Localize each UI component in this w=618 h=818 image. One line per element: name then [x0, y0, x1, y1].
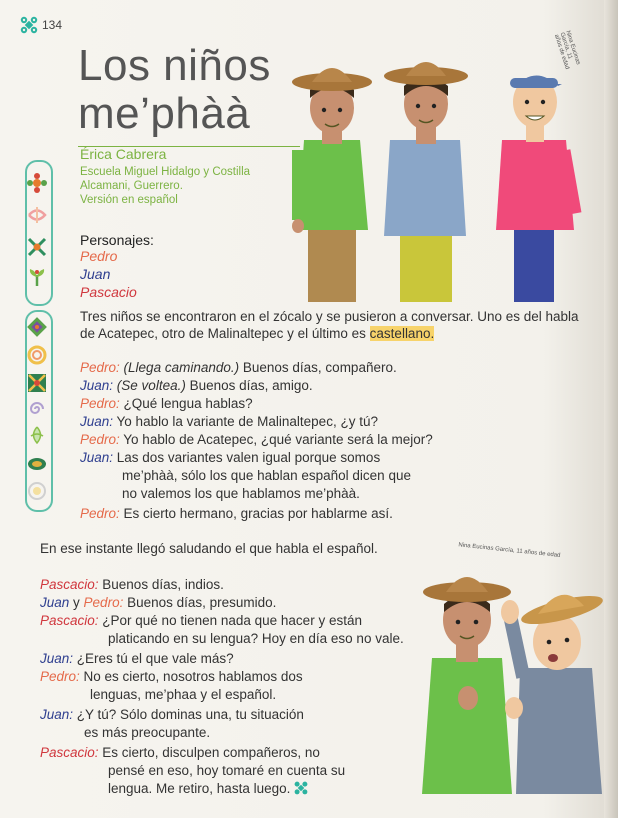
speaker-label: Juan: — [80, 378, 114, 393]
speaker-label: Pascacio: — [40, 577, 99, 592]
dialogue-line — [40, 744, 320, 762]
speaker-label: Pedro: — [80, 506, 120, 521]
dialogue-text: Yo hablo la variante de Malinaltepec, ¿y tú? — [113, 414, 378, 429]
speaker-label: Juan: — [40, 651, 74, 666]
title-line-2: me’phàà — [78, 89, 251, 138]
dialogue-continuation: pensé en eso, hoy tomaré en cuenta su — [108, 763, 346, 778]
spiral-glyph-icon — [26, 398, 48, 420]
knot-ornament-icon — [20, 16, 38, 34]
narration-paragraph — [80, 308, 580, 342]
speaker-label: Pedro: — [80, 360, 120, 375]
dialogue-text: Buenos días, presumido. — [123, 595, 277, 610]
dialogue-line — [80, 449, 380, 467]
dialogue-text: Yo hablo de Acatepec, ¿qué variante será la mejor? — [119, 432, 433, 447]
page-title — [78, 42, 271, 138]
turtle-glyph-icon — [26, 452, 48, 474]
end-knot-icon — [294, 781, 308, 795]
character-pedro: Pedro — [80, 248, 118, 264]
dialogue-continuation: es más preocupante. — [84, 725, 211, 740]
dialogue-continuation: no valemos los que hablamos me’phàà. — [122, 486, 360, 501]
boy-right-figure — [501, 590, 605, 794]
dialogue-line — [80, 505, 393, 523]
school-line-2: Alcamani, Guerrero. — [80, 180, 183, 192]
dialogue-text: Las dos variantes valen igual porque somos — [113, 450, 381, 465]
dialogue-continuation — [108, 780, 308, 798]
character-pascacio: Pascacio — [80, 284, 137, 300]
speaker-label: Pedro: — [40, 669, 80, 684]
dialogue-line — [80, 377, 313, 395]
cross-glyph-icon — [26, 236, 48, 258]
illustration-credit-bottom: Nina Eucinas García, 11 años de edad — [457, 542, 561, 559]
swirl-glyph-icon — [26, 204, 48, 226]
dialogue-line — [40, 594, 276, 612]
page-number: 134 — [42, 18, 63, 32]
sun-glyph-icon — [26, 480, 48, 502]
speaker-label: Pedro: — [83, 595, 124, 610]
dialogue-text: ¿Y tú? Sólo dominas una, tu situación — [73, 707, 304, 722]
illustration-credit-top: Nina Eucinas García, 11 años de edad — [552, 30, 581, 71]
dialogue-line — [80, 413, 378, 431]
dialogue-text: Buenos días, indios. — [98, 577, 224, 592]
narration-text: Tres niños se encontraron en el zócalo y se pusieron a conversar. Uno es del habla de Acatepec, otro de Malinaltepec y el último es — [80, 309, 579, 341]
dialogue-line — [40, 668, 303, 686]
leaf-glyph-icon — [26, 424, 48, 446]
dialogue-line — [80, 359, 397, 377]
conjunction: y — [69, 595, 84, 610]
square-cross-glyph-icon — [26, 372, 48, 394]
boy-pedro-figure — [292, 68, 372, 302]
dialogue-text: Es cierto hermano, gracias por hablarme así. — [119, 506, 393, 521]
speaker-label: Pedro: — [80, 396, 120, 411]
dialogue-text: No es cierto, nosotros hablamos dos — [79, 669, 303, 684]
boy-pascacio-figure — [496, 75, 581, 302]
dialogue-line — [40, 612, 362, 630]
speaker-label: Juan: — [80, 414, 114, 429]
dialogue-text: ¿Qué lengua hablas? — [119, 396, 253, 411]
page-number-area — [20, 16, 62, 34]
dialogue-line — [40, 706, 304, 724]
plant-glyph-icon — [26, 266, 48, 288]
school-line-3: Versión en español — [80, 194, 178, 206]
dialogue-continuation: platicando en su lengua? Hoy en día eso no vale. — [108, 631, 404, 646]
speaker-label: Juan: — [80, 450, 114, 465]
boy-juan-figure — [384, 62, 468, 302]
speaker-label: Pascacio: — [40, 613, 99, 628]
dialogue-line — [80, 431, 433, 449]
dialogue-continuation: lenguas, me’phaa y el español. — [90, 687, 277, 702]
dialogue-text: Es cierto, disculpen compañeros, no — [98, 745, 320, 760]
dialogue-text: Buenos días, compañero. — [239, 360, 397, 375]
highlighted-word: castellano. — [369, 326, 435, 341]
page-edge — [604, 0, 618, 818]
transition-paragraph: En ese instante llegó saludando el que habla el español. — [40, 541, 378, 556]
two-boys-illustration — [422, 558, 606, 794]
speaker-label: Pascacio: — [40, 745, 99, 760]
character-juan: Juan — [80, 266, 111, 282]
speaker-label: Juan: — [40, 707, 74, 722]
dialogue-line — [40, 576, 224, 594]
author-name: Érica Cabrera — [80, 146, 167, 162]
diamond-glyph-icon — [26, 316, 48, 338]
dialogue-continuation: me’phàà, sólo los que hablan español dicen que — [122, 468, 411, 483]
characters-label: Personajes: — [80, 232, 154, 248]
school-line-1: Escuela Miguel Hidalgo y Costilla — [80, 166, 251, 178]
final-line-text: lengua. Me retiro, hasta luego. — [108, 781, 291, 796]
ring-glyph-icon — [26, 344, 48, 366]
dialogue-text: ¿Eres tú el que vale más? — [73, 651, 234, 666]
stage-direction: (Llega caminando.) — [123, 360, 240, 375]
speaker-label: Juan — [40, 595, 70, 610]
school-info — [80, 165, 300, 207]
dialogue-text: ¿Por qué no tienen nada que hacer y están — [98, 613, 362, 628]
title-line-1: Los niños — [78, 41, 271, 90]
flower-glyph-icon — [26, 172, 48, 194]
three-boys-illustration — [292, 40, 602, 302]
stage-direction: (Se voltea.) — [116, 378, 186, 393]
dialogue-line — [40, 650, 234, 668]
speaker-label: Pedro: — [80, 432, 120, 447]
dialogue-line — [80, 395, 253, 413]
dialogue-text: Buenos días, amigo. — [185, 378, 313, 393]
boy-left-figure — [422, 577, 512, 794]
